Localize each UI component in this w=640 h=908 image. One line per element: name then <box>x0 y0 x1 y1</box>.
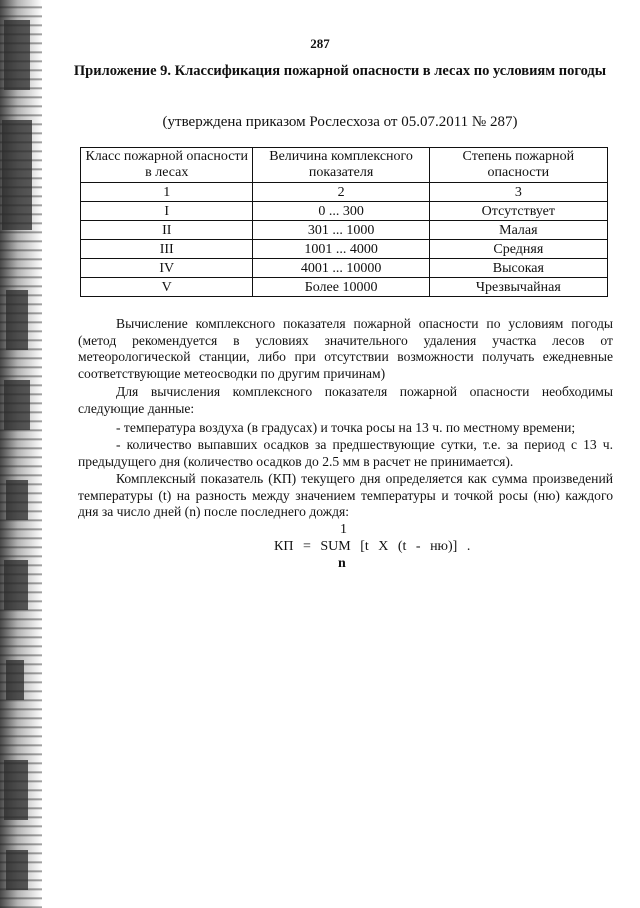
table-cell: 0 ... 300 <box>253 202 429 221</box>
paragraph-temperature-item: - температура воздуха (в градусах) и точка росы на 13 ч. по местному времени; <box>116 420 576 435</box>
scan-blot <box>4 560 28 610</box>
formula-upper-limit: 1 <box>340 522 347 537</box>
table-cell: III <box>81 240 253 259</box>
table-cell: Средняя <box>429 240 607 259</box>
table-cell: Отсутствует <box>429 202 607 221</box>
scan-blot <box>6 480 28 520</box>
table-row <box>81 202 608 221</box>
paragraph-precipitation-item: - количество выпавших осадков за предшествующие сутки, т.е. за период с 13 ч. предыдущего дня (количество осадков до 2.5 мм в расчет не принимается). <box>78 437 613 469</box>
table-row <box>81 278 608 297</box>
table-cell: 4001 ... 10000 <box>253 259 429 278</box>
formula-main: КП = SUM [t X (t - ню)] . <box>274 539 471 554</box>
scan-blot <box>6 850 28 890</box>
table-cell: 1 <box>81 183 253 202</box>
formula-lower-limit: n <box>338 556 346 571</box>
paragraph-complex-index: Комплексный показатель (КП) текущего дня определяется как сумма произведений температуры (t) на разность между значением температуры и точкой росы (ню) каждого дня за число дней (n) после последнего дождя: <box>78 471 613 520</box>
scan-blot <box>4 20 30 90</box>
table-cell: 301 ... 1000 <box>253 221 429 240</box>
scan-blot <box>4 380 30 430</box>
table-cell: 3 <box>429 183 607 202</box>
page-number: 287 <box>310 36 330 51</box>
table-cell: Чрезвычайная <box>429 278 607 297</box>
table-cell: Более 10000 <box>253 278 429 297</box>
table-header-row <box>81 148 608 183</box>
table-header-cell: Степень пожарной опасности <box>429 148 607 183</box>
paragraph-method: Вычисление комплексного показателя пожарной опасности по условиям погоды (метод рекомендуется в условиях значительного удаления участка лесов от метеорологической станции, либо при отсутствии возможности получать ежедневные соответствующие метеосводки по другим причинам) <box>78 316 613 381</box>
page-title: Приложение 9. Классификация пожарной опасности в лесах по условиям погоды <box>73 63 607 79</box>
table-row <box>81 221 608 240</box>
fire-danger-table <box>80 147 608 297</box>
scan-edge-artifact <box>0 0 42 908</box>
table-row <box>81 259 608 278</box>
table-row <box>81 240 608 259</box>
scan-blot <box>4 760 28 820</box>
approval-note: (утверждена приказом Рослесхоза от 05.07.2011 № 287) <box>162 114 518 130</box>
table-cell: Малая <box>429 221 607 240</box>
scan-blot <box>6 660 24 700</box>
table-cell: 2 <box>253 183 429 202</box>
paragraph-required-data: Для вычисления комплексного показателя пожарной опасности необходимы следующие данные: <box>78 384 613 416</box>
scan-blot <box>6 290 28 350</box>
table-cell: 1001 ... 4000 <box>253 240 429 259</box>
table-cell: I <box>81 202 253 221</box>
table-row <box>81 183 608 202</box>
table-cell: Высокая <box>429 259 607 278</box>
table-cell: II <box>81 221 253 240</box>
scan-blot <box>2 120 32 230</box>
table-header-cell: Класс пожарной опасности в лесах <box>81 148 253 183</box>
table-header-cell: Величина комплексного показателя <box>253 148 429 183</box>
table-cell: IV <box>81 259 253 278</box>
table-cell: V <box>81 278 253 297</box>
